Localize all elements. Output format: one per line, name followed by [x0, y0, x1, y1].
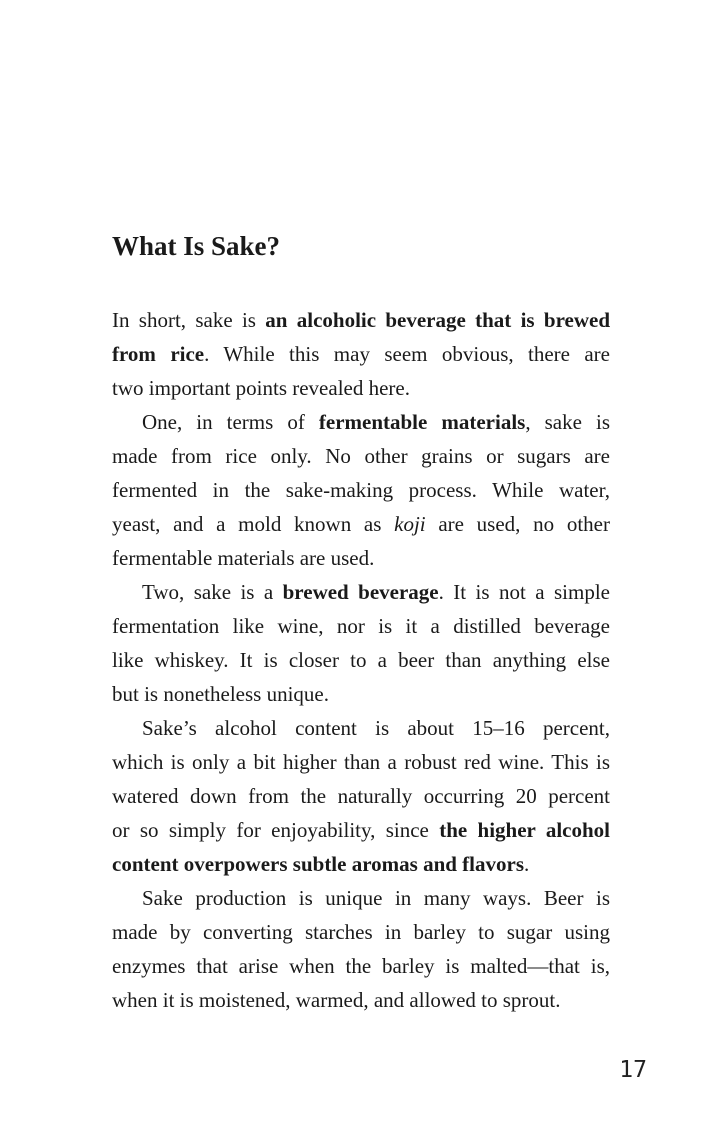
text-segment: two important points revealed here.: [112, 376, 410, 400]
text-line: [112, 949, 610, 983]
text-segment: fermented in the sake-making process. While water,: [112, 478, 610, 502]
text-line: [112, 643, 610, 677]
text-segment: koji: [394, 512, 426, 536]
text-line: [112, 609, 610, 643]
page-title: What Is Sake?: [112, 231, 281, 261]
text-segment: like whiskey. It is closer to a beer than anything else: [112, 648, 610, 672]
text-line: [112, 371, 610, 405]
text-segment: are used, no other: [425, 512, 610, 536]
text-line: [112, 337, 610, 371]
text-segment: brewed beverage: [282, 580, 439, 604]
text-line: [112, 405, 610, 439]
text-segment: which is only a bit higher than a robust red wine. This is: [112, 750, 610, 774]
page-text: [112, 303, 610, 1017]
text-segment: made by converting starches in barley to sugar using: [112, 920, 610, 944]
text-line: [112, 779, 610, 813]
text-segment: Two, sake is a: [142, 580, 283, 604]
text-line: [112, 575, 610, 609]
text-segment: watered down from the naturally occurring 20 percent: [112, 784, 610, 808]
text-line: [112, 541, 610, 575]
text-segment: fermentable materials are used.: [112, 546, 375, 570]
text-segment: when it is moistened, warmed, and allowed to sprout.: [112, 988, 561, 1012]
text-line: [112, 711, 610, 745]
text-segment: but is nonetheless unique.: [112, 682, 329, 706]
text-line: [112, 473, 610, 507]
text-segment: Sake’s alcohol content is about 15–16 percent,: [142, 716, 610, 740]
text-line: [112, 507, 610, 541]
text-line: [112, 847, 610, 881]
text-segment: fermentation like wine, nor is it a distilled beverage: [112, 614, 610, 638]
text-line: [112, 881, 610, 915]
text-segment: an alcoholic beverage that is brewed: [265, 308, 610, 332]
text-segment: One, in terms of: [142, 410, 319, 434]
text-line: [112, 439, 610, 473]
text-segment: , sake is: [525, 410, 610, 434]
text-line: [112, 677, 610, 711]
text-segment: content overpowers subtle aromas and flavors: [112, 852, 525, 876]
text-segment: or so simply for enjoyability, since: [112, 818, 440, 842]
text-segment: the higher alcohol: [439, 818, 610, 842]
text-line: [112, 915, 610, 949]
text-segment: .: [524, 852, 530, 876]
text-segment: enzymes that arise when the barley is malted—that is,: [112, 954, 610, 978]
text-segment: . While this may seem obvious, there are: [204, 342, 610, 366]
page-number: 17: [619, 1057, 647, 1083]
text-segment: from rice: [112, 342, 205, 366]
text-segment: yeast, and a mold known as: [112, 512, 395, 536]
text-segment: In short, sake is: [112, 308, 266, 332]
text-line: [112, 813, 610, 847]
text-line: [112, 745, 610, 779]
text-segment: Sake production is unique in many ways. Beer is: [142, 886, 610, 910]
text-line: [112, 303, 610, 337]
text-segment: fermentable materials: [318, 410, 526, 434]
text-line: [112, 983, 610, 1017]
text-segment: . It is not a simple: [438, 580, 610, 604]
text-segment: made from rice only. No other grains or sugars are: [112, 444, 610, 468]
